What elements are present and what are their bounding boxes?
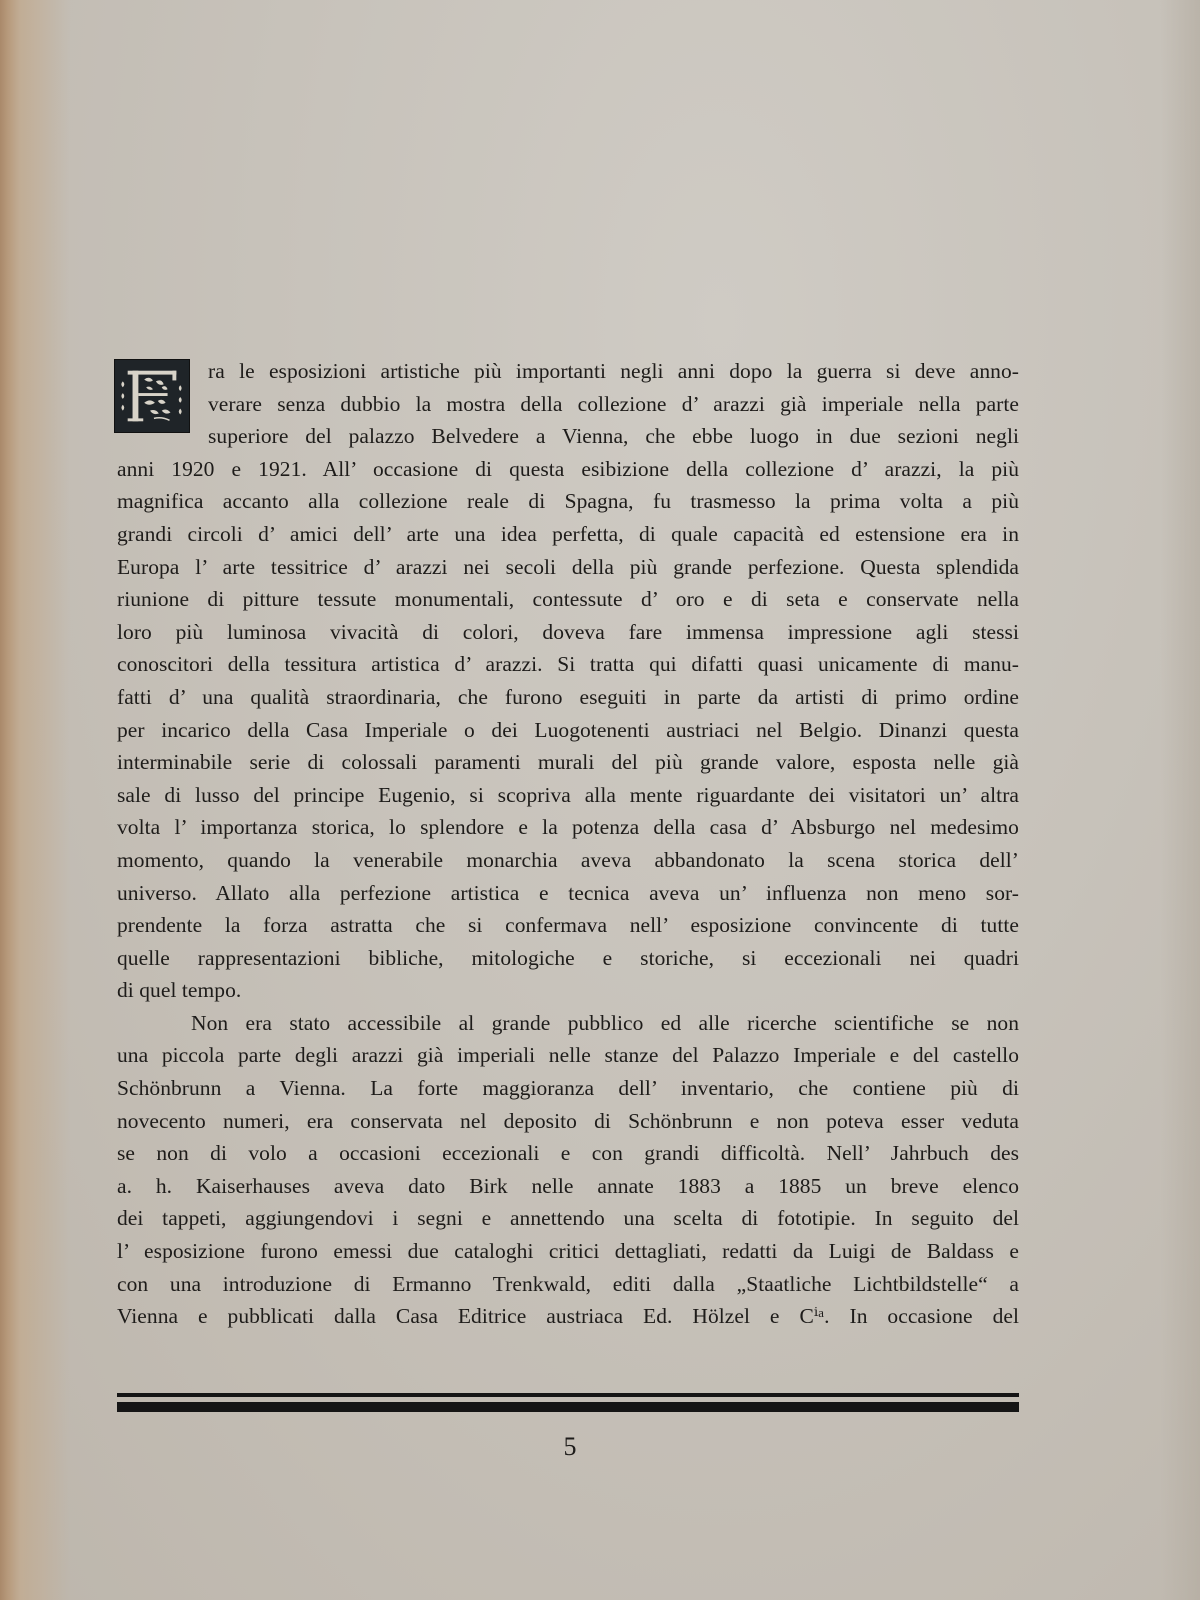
text-line: volta l’ importanza storica, lo splendore e la potenza della casa d’ Absburgo nel medesimo [117,815,1019,840]
text-line: fatti d’ una qualità straordinaria, che furono eseguiti in parte da artisti di primo ordine [117,684,1019,709]
text-line: prendente la forza astratta che si confermava nell’ esposizione convincente di tutte [117,913,1019,938]
text-line: per incarico della Casa Imperiale o dei Luogotenenti austriaci nel Belgio. Dinanzi questa [117,717,1019,742]
text-line: Non era stato accessibile al grande pubblico ed alle ricerche scientifiche se non [191,1010,1019,1035]
text-line: conoscitori della tessitura artistica d’ arazzi. Si tratta qui difatti quasi unicamente di manu- [117,652,1019,677]
text-line: Vienna e pubblicati dalla Casa Editrice austriaca Ed. Hölzel e Cⁱᵃ. In occasione del [117,1304,1019,1329]
body-text [117,355,1019,1333]
text-line: verare senza dubbio la mostra della collezione d’ arazzi già imperiale nella parte [208,391,1019,416]
text-line: a. h. Kaiserhauses aveva dato Birk nelle annate 1883 a 1885 un breve elenco [117,1173,1019,1198]
footer-rule-thick [117,1402,1019,1412]
text-line: interminabile serie di colossali paramenti murali del più grande valore, esposta nelle già [117,750,1019,775]
text-line: una piccola parte degli arazzi già imperiali nelle stanze del Palazzo Imperiale e del castello [117,1043,1019,1068]
text-line: quelle rappresentazioni bibliche, mitologiche e storiche, si eccezionali nei quadri [117,945,1019,970]
text-line: momento, quando la venerabile monarchia aveva abbandonato la scena storica dell’ [117,847,1019,872]
text-line: superiore del palazzo Belvedere a Vienna, che ebbe luogo in due sezioni negli [208,424,1019,449]
footer-rule-thin [117,1393,1019,1397]
text-line: Schönbrunn a Vienna. La forte maggioranza dell’ inventario, che contiene più di [117,1076,1019,1101]
text-line: magnifica accanto alla collezione reale di Spagna, fu trasmesso la prima volta a più [117,489,1019,514]
text-line: Europa l’ arte tessitrice d’ arazzi nei secoli della più grande perfezione. Questa splendida [117,554,1019,579]
text-line: riunione di pitture tessute monumentali, contessute d’ oro e di seta e conservate nella [117,587,1019,612]
page-number: 5 [563,1432,577,1461]
text-line: loro più luminosa vivacità di colori, doveva fare immensa impressione agli stessi [117,619,1019,644]
text-line: dei tappeti, aggiungendovi i segni e annettendo una scelta di fototipie. In seguito del [117,1206,1019,1231]
text-line: l’ esposizione furono emessi due cataloghi critici dettagliati, redatti da Luigi de Baldass e [117,1239,1019,1264]
text-line: di quel tempo. [117,978,242,1003]
text-line: novecento numeri, era conservata nel deposito di Schönbrunn e non poteva esser veduta [117,1108,1019,1133]
text-line: se non di volo a occasioni eccezionali e con grandi difficoltà. Nell’ Jahrbuch des [117,1141,1019,1166]
text-line: sale di lusso del principe Eugenio, si scopriva alla mente riguardante dei visitatori un’ altra [117,782,1019,807]
text-line: con una introduzione di Ermanno Trenkwald, editi dalla „Staatliche Lichtbildstelle“ a [117,1271,1019,1296]
text-line: anni 1920 e 1921. All’ occasione di questa esibizione della collezione d’ arazzi, la più [117,456,1019,481]
text-line: ra le esposizioni artistiche più importanti negli anni dopo la guerra si deve anno- [208,359,1019,383]
text-line: universo. Allato alla perfezione artistica e tecnica aveva un’ influenza non meno sor- [117,880,1019,905]
text-line: grandi circoli d’ amici dell’ arte una idea perfetta, di quale capacità ed estensione era in [117,521,1019,546]
